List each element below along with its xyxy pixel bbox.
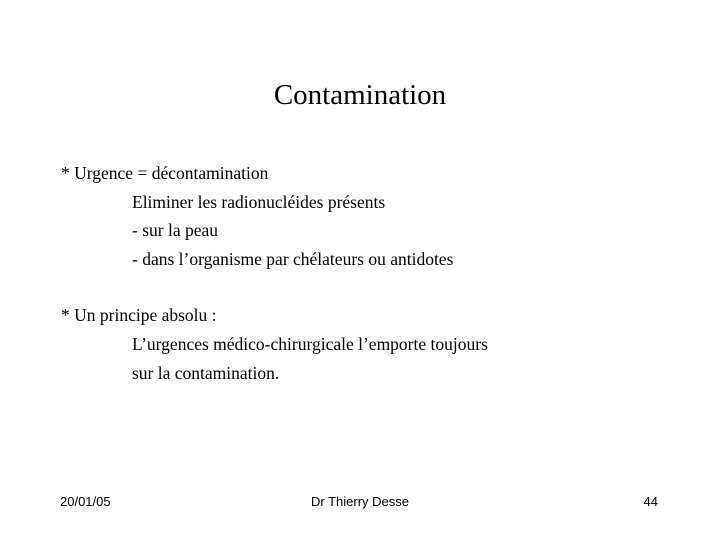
footer-author: Dr Thierry Desse: [310, 494, 409, 509]
sub-line-urgences: L’urgences médico-chirurgicale l’emporte toujours: [132, 334, 488, 354]
sub-line-contamination: sur la contamination.: [132, 363, 280, 383]
bullet-heading-urgence: * Urgence = décontamination: [61, 163, 269, 183]
slide-title: Contamination: [273, 79, 447, 111]
sub-line-peau: - sur la peau: [132, 220, 219, 240]
page-number: 44: [643, 494, 658, 509]
sub-line-organisme: - dans l’organisme par chélateurs ou antidotes: [132, 249, 454, 269]
sub-line-eliminer: Eliminer les radionucléides présents: [132, 192, 386, 212]
bullet-heading-principe: * Un principe absolu :: [61, 305, 217, 325]
footer-date: 20/01/05: [60, 494, 111, 509]
